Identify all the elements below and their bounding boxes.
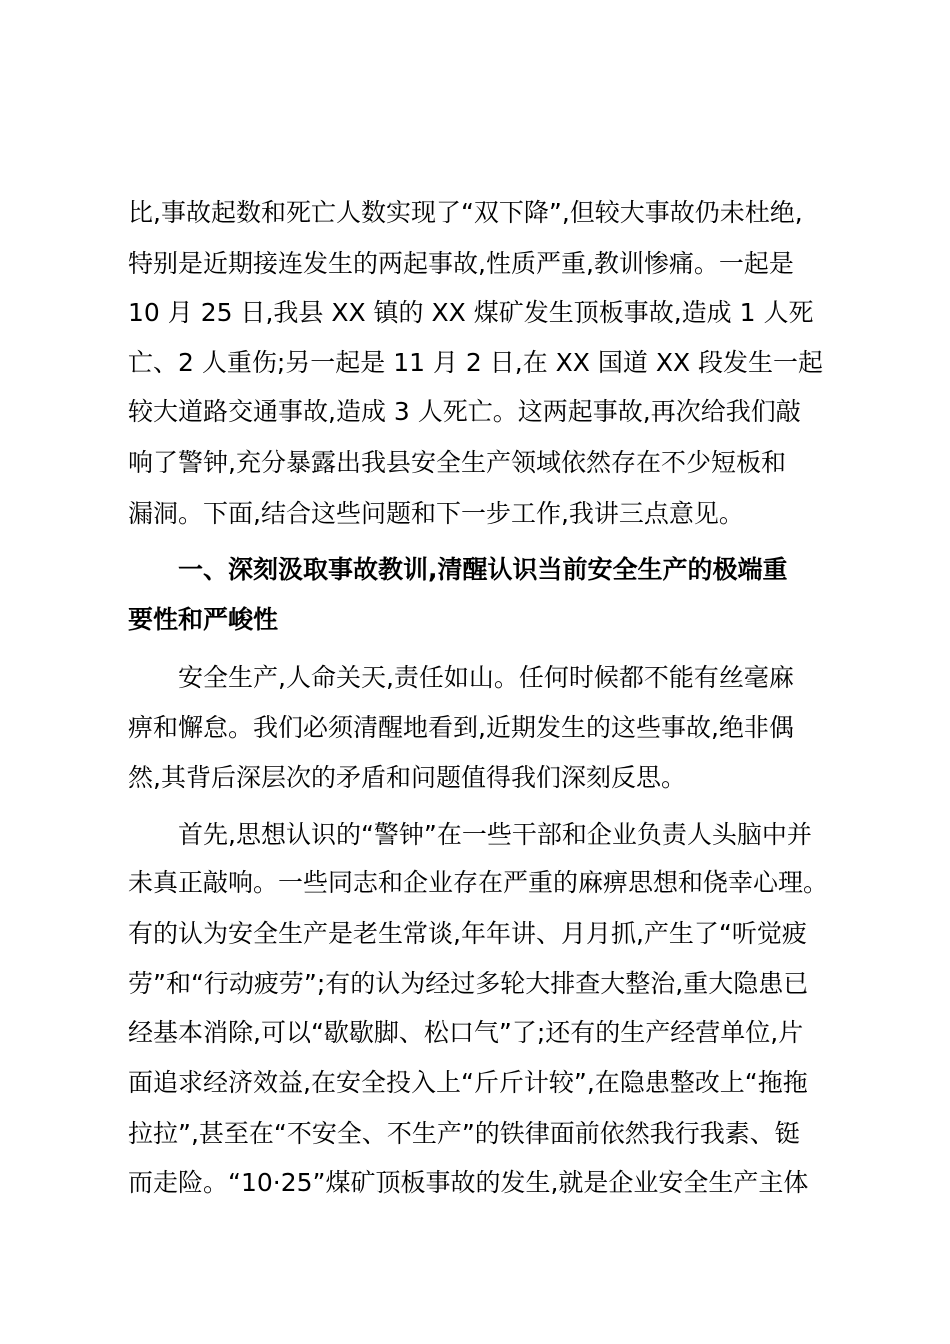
body-line: 响了警钟,充分暴露出我县安全生产领域依然存在不少短板和 — [128, 448, 786, 477]
body-line: 而走险。“10·25”煤矿顶板事故的发生,就是企业安全生产主体 — [128, 1168, 809, 1197]
body-line: 特别是近期接连发生的两起事故,性质严重,教训惨痛。一起是 — [128, 249, 794, 278]
body-line: 漏洞。下面,结合这些问题和下一步工作,我讲三点意见。 — [128, 499, 744, 528]
body-line: 面追求经济效益,在安全投入上“斤斤计较”,在隐患整改上“拖拖 — [128, 1068, 808, 1097]
body-line: 痹和懈怠。我们必须清醒地看到,近期发生的这些事故,绝非偶 — [128, 713, 794, 742]
body-line: 安全生产,人命关天,责任如山。任何时候都不能有丝毫麻 — [178, 663, 794, 692]
section-heading-line: 一、深刻汲取事故教训,清醒认识当前安全生产的极端重 — [178, 555, 788, 584]
body-line: 较大道路交通事故,造成 3 人死亡。这两起事故,再次给我们敲 — [128, 397, 801, 426]
body-line: 劳”和“行动疲劳”;有的认为经过多轮大排查大整治,重大隐患已 — [128, 969, 809, 998]
body-line: 比,事故起数和死亡人数实现了“双下降”,但较大事故仍未杜绝, — [128, 198, 803, 227]
body-line: 有的认为安全生产是老生常谈,年年讲、月月抓,产生了“听觉疲 — [128, 919, 807, 948]
body-line: 然,其背后深层次的矛盾和问题值得我们深刻反思。 — [128, 763, 686, 792]
body-line: 未真正敲响。一些同志和企业存在严重的麻痹思想和侥幸心理。 — [128, 868, 829, 897]
body-line: 亡、2 人重伤;另一起是 11 月 2 日,在 XX 国道 XX 段发生一起 — [128, 348, 824, 377]
body-line: 10 月 25 日,我县 XX 镇的 XX 煤矿发生顶板事故,造成 1 人死 — [128, 298, 814, 327]
section-heading-line: 要性和严峻性 — [128, 605, 279, 634]
body-line: 拉拉”,甚至在“不安全、不生产”的铁律面前依然我行我素、铤 — [128, 1119, 800, 1148]
body-line: 经基本消除,可以“歇歇脚、松口气”了;还有的生产经营单位,片 — [128, 1018, 804, 1047]
body-line: 首先,思想认识的“警钟”在一些干部和企业负责人头脑中并 — [178, 820, 812, 849]
